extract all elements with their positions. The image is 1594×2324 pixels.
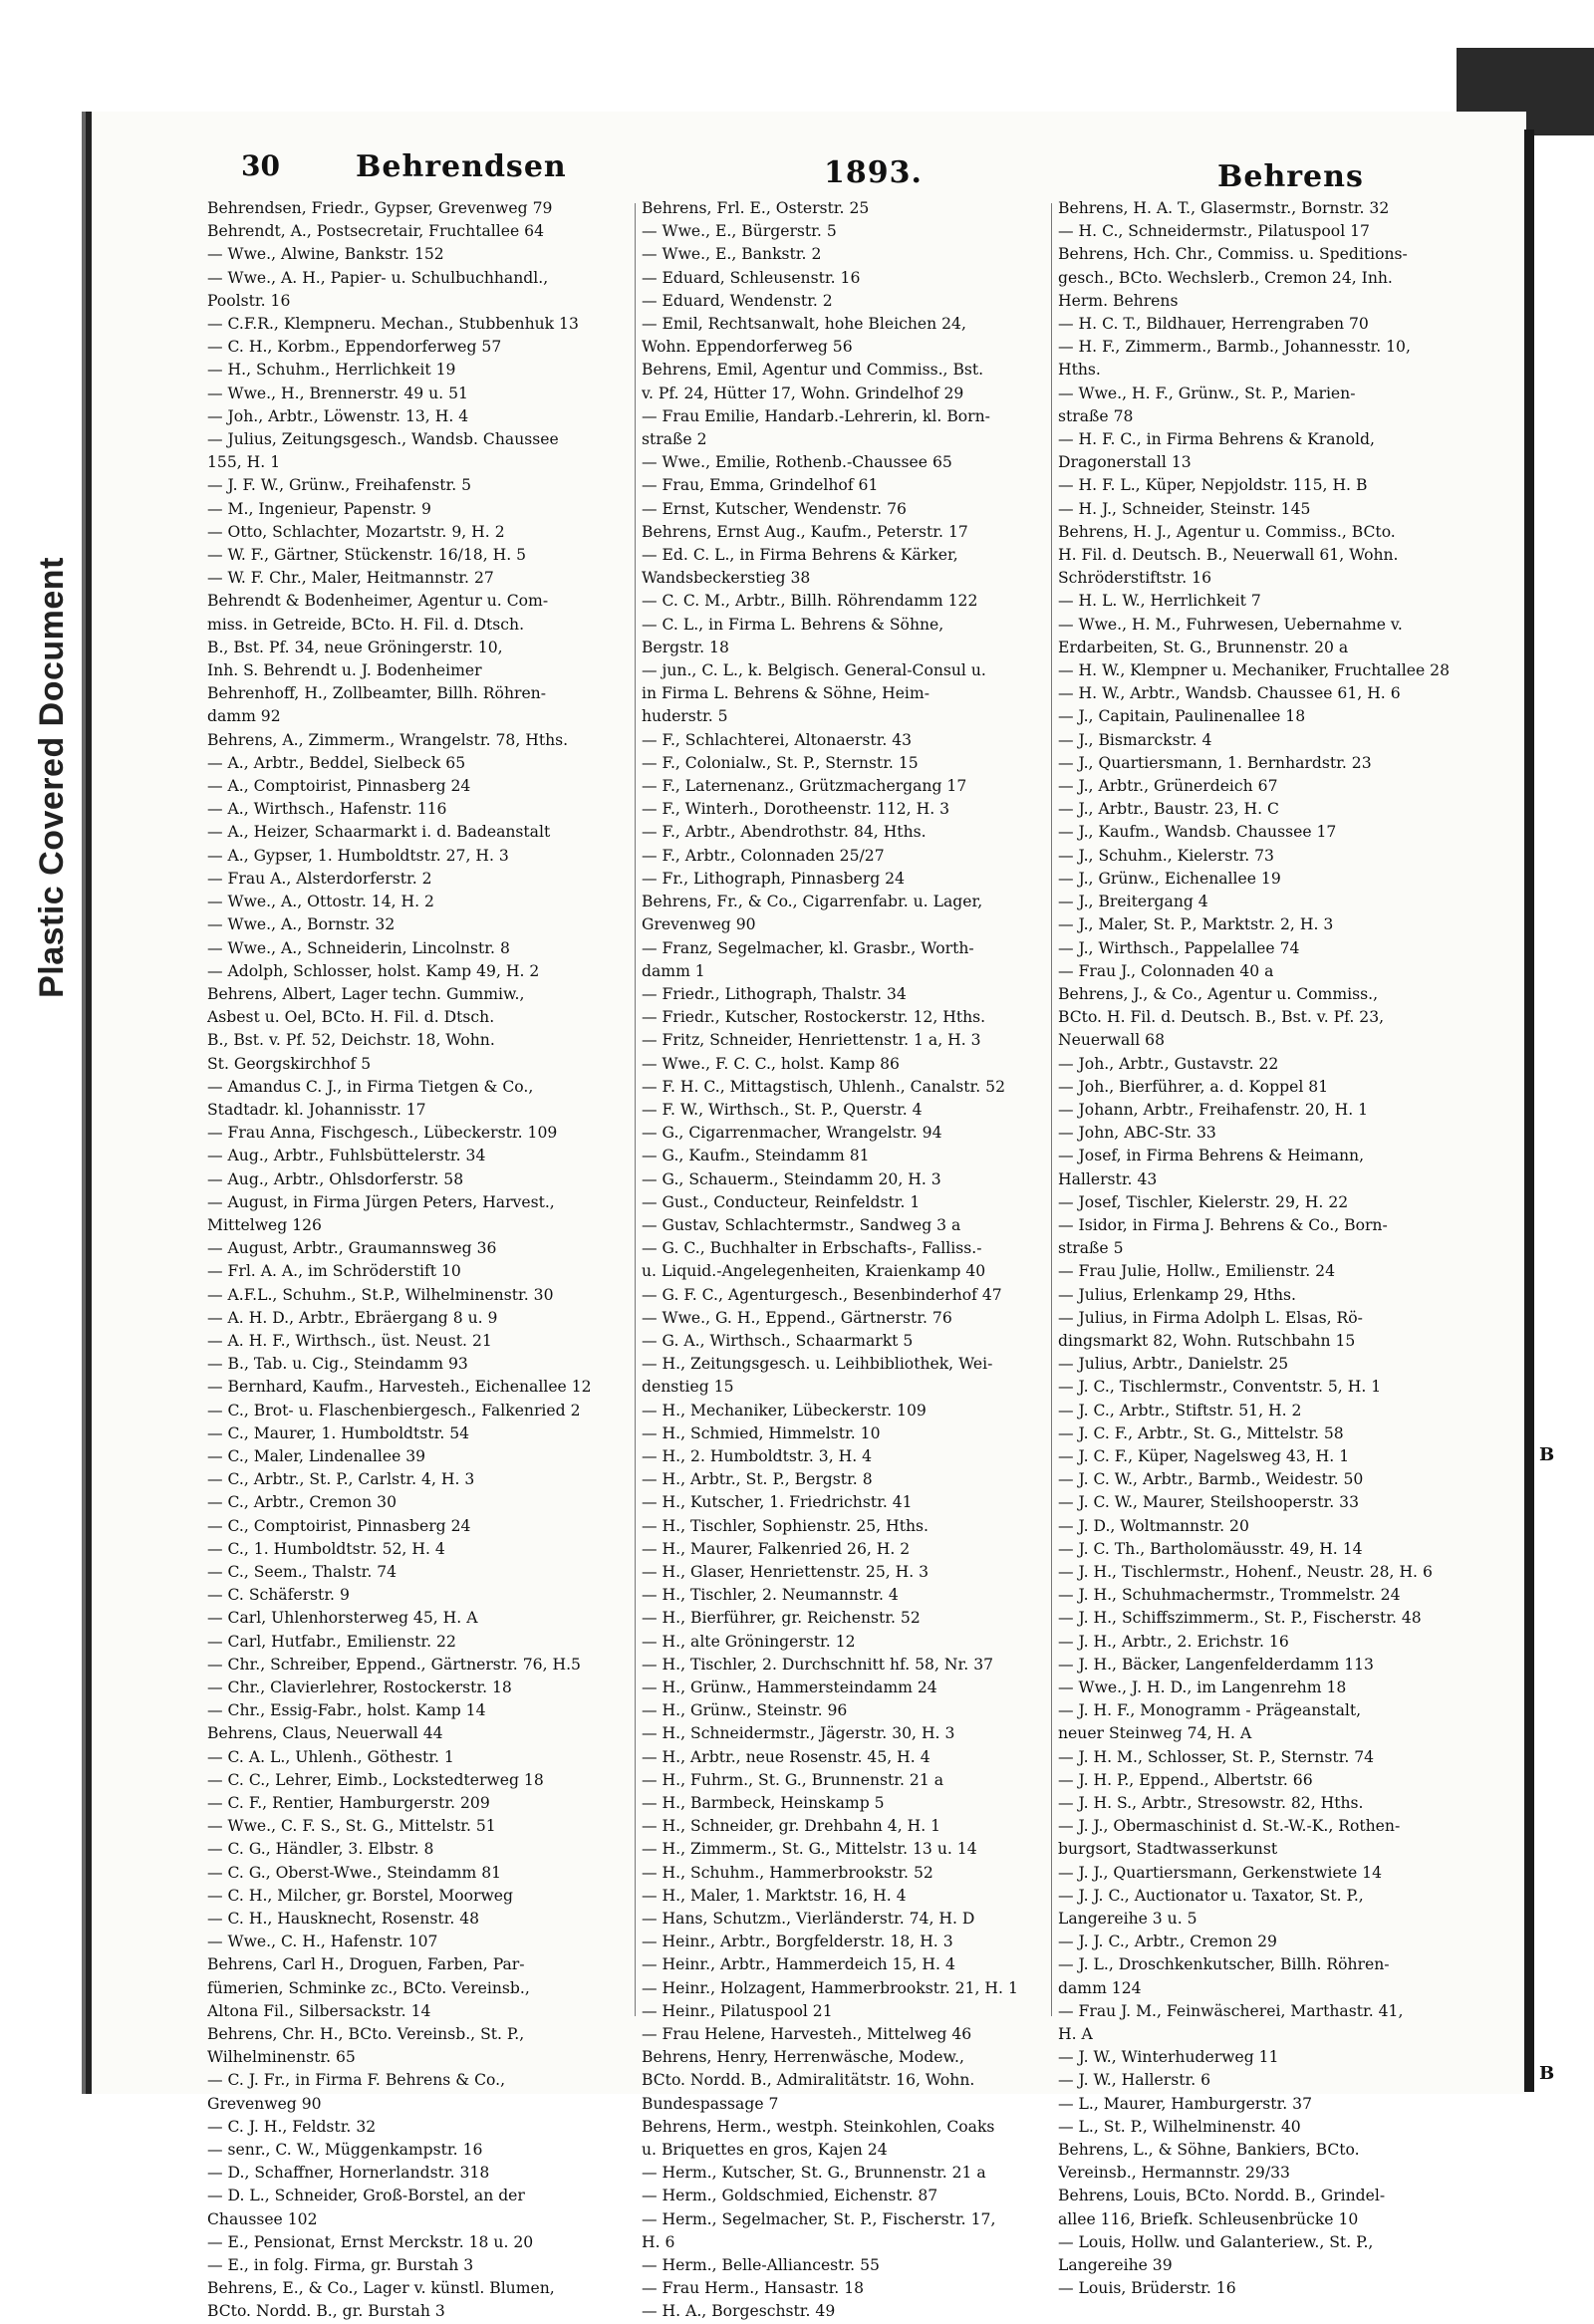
directory-entry: — Julius, Erlenkamp 29, Hths.	[1058, 1285, 1296, 1304]
directory-entry: — Wwe., H. M., Fuhrwesen, Uebernahme v.	[1058, 615, 1403, 634]
directory-entry: BCto. H. Fil. d. Deutsch. B., Bst. v. Pf. 23,	[1058, 1008, 1385, 1027]
directory-entry: — C. F., Rentier, Hamburgerstr. 209	[207, 1794, 490, 1813]
directory-entry: — Fritz, Schneider, Henriettenstr. 1 a, H. 3	[642, 1031, 981, 1050]
directory-entry: — H., 2. Humboldtstr. 3, H. 4	[642, 1446, 873, 1465]
directory-entry: — H. F. L., Küper, Nepjoldstr. 115, H. B	[1058, 476, 1368, 495]
directory-entry: burgsort, Stadtwasserkunst	[1058, 1840, 1278, 1859]
page-header	[92, 149, 1526, 193]
directory-entry: — Joh., Bierführer, a. d. Koppel 81	[1058, 1077, 1329, 1096]
directory-entry: — W. F., Gärtner, Stückenstr. 16/18, H. 5	[207, 546, 527, 565]
directory-entry: — H., Kutscher, 1. Friedrichstr. 41	[642, 1493, 913, 1512]
directory-entry: — H. F. C., in Firma Behrens & Kranold,	[1058, 430, 1375, 449]
directory-entry: — J. H. M., Schlosser, St. P., Sternstr. 74	[1058, 1747, 1375, 1766]
directory-entry: — J., Arbtr., Grünerdeich 67	[1058, 777, 1278, 796]
directory-entry: — Ed. C. L., in Firma Behrens & Kärker,	[642, 546, 958, 565]
directory-entry: Behrens, Carl H., Droguen, Farben, Par-	[207, 1955, 525, 1974]
directory-entry: — F., Laternenanz., Grützmachergang 17	[642, 777, 967, 796]
directory-entry: Wilhelminenstr. 65	[207, 2048, 356, 2067]
directory-entry: — Josef, in Firma Behrens & Heimann,	[1058, 1147, 1365, 1165]
directory-entry: — J., Grünw., Eichenallee 19	[1058, 869, 1281, 888]
directory-entry: — Wwe., H., Brennerstr. 49 u. 51	[207, 384, 468, 402]
directory-entry: Behrens, Emil, Agentur und Commiss., Bst.	[642, 361, 984, 380]
directory-entry: Poolstr. 16	[207, 291, 291, 310]
directory-entry: — A., Arbtr., Beddel, Sielbeck 65	[207, 753, 466, 772]
directory-entry: — Wwe., F. C. C., holst. Kamp 86	[642, 1054, 900, 1073]
directory-entry: Behrendsen, Friedr., Gypser, Grevenweg 79	[207, 199, 553, 217]
directory-entry: — E., in folg. Firma, gr. Burstah 3	[207, 2256, 474, 2275]
directory-entry: — H., Arbtr., neue Rosenstr. 45, H. 4	[642, 1747, 930, 1766]
directory-entry: — J. C., Arbtr., Stiftstr. 51, H. 2	[1058, 1401, 1302, 1420]
directory-entry: — J. J. C., Arbtr., Cremon 29	[1058, 1933, 1277, 1951]
directory-entry: — Chr., Schreiber, Eppend., Gärtnerstr. 76, H.5	[207, 1655, 581, 1674]
directory-entry: — J. W., Hallerstr. 6	[1058, 2071, 1211, 2090]
directory-entry: — H., Grünw., Hammersteindamm 24	[642, 1678, 937, 1696]
directory-entry: Chaussee 102	[207, 2209, 318, 2228]
directory-entry: — Gust., Conducteur, Reinfeldstr. 1	[642, 1192, 921, 1211]
directory-entry: Grevenweg 90	[642, 915, 756, 934]
directory-entry: — H. F., Zimmerm., Barmb., Johannesstr. 10,	[1058, 338, 1411, 357]
directory-entry: — Wwe., A., Ottostr. 14, H. 2	[207, 893, 434, 911]
directory-entry: — C. C. M., Arbtr., Billh. Röhrendamm 122	[642, 592, 978, 611]
directory-entry: — J. F. W., Grünw., Freihafenstr. 5	[207, 476, 472, 495]
directory-entry: damm 124	[1058, 1978, 1142, 1997]
directory-entry: — J., Maler, St. P., Marktstr. 2, H. 3	[1058, 915, 1334, 934]
directory-entry: — H., Tischler, Sophienstr. 25, Hths.	[642, 1516, 929, 1535]
fragment-letter: B	[1539, 2063, 1555, 2084]
directory-entry: — H., Schmied, Himmelstr. 10	[642, 1423, 881, 1442]
directory-entry: — Frau Emilie, Handarb.-Lehrerin, kl. Born-	[642, 406, 990, 425]
directory-entry: Behrens, Chr. H., BCto. Vereinsb., St. P.,	[207, 2025, 525, 2044]
directory-entry: — Frau A., Alsterdorferstr. 2	[207, 869, 432, 888]
directory-entry: Inh. S. Behrendt u. J. Bodenheimer	[207, 661, 482, 680]
directory-entry: — Eduard, Schleusenstr. 16	[642, 268, 861, 287]
directory-entry: Hallerstr. 43	[1058, 1169, 1158, 1188]
directory-entry: — H., Fuhrm., St. G., Brunnenstr. 21 a	[642, 1770, 944, 1789]
directory-entry: Behrens, Albert, Lager techn. Gummiw.,	[207, 984, 525, 1003]
directory-entry: — C., Maler, Lindenallee 39	[207, 1446, 426, 1465]
directory-entry: — Adolph, Schlosser, holst. Kamp 49, H. 2	[207, 961, 540, 980]
directory-entry: — C. J. H., Feldstr. 32	[207, 2117, 377, 2136]
side-label	[28, 0, 76, 1554]
directory-entry: — Frau J. M., Feinwäscherei, Marthastr. 41,	[1058, 2001, 1404, 2020]
directory-entry: — J., Wirthsch., Pappelallee 74	[1058, 938, 1300, 957]
directory-entry: — G. F. C., Agenturgesch., Besenbinderhof 47	[642, 1285, 1002, 1304]
directory-entry: 155, H. 1	[207, 453, 281, 472]
directory-entry: — Isidor, in Firma J. Behrens & Co., Born-	[1058, 1215, 1388, 1234]
directory-entry: — E., Pensionat, Ernst Merckstr. 18 u. 20	[207, 2232, 534, 2251]
directory-entry: Grevenweg 90	[207, 2094, 322, 2113]
directory-entry: — J., Quartiersmann, 1. Bernhardstr. 23	[1058, 753, 1372, 772]
directory-entry: — L., St. P., Wilhelminenstr. 40	[1058, 2117, 1301, 2136]
directory-entry: — Amandus C. J., in Firma Tietgen & Co.,	[207, 1077, 534, 1096]
fragment-letter: B	[1539, 1444, 1555, 1465]
directory-entry: — Franz, Segelmacher, kl. Grasbr., Worth-	[642, 938, 974, 957]
directory-entry: — G., Schauerm., Steindamm 20, H. 3	[642, 1169, 941, 1188]
directory-entry: — C., Arbtr., St. P., Carlstr. 4, H. 3	[207, 1470, 475, 1489]
directory-entry: Erdarbeiten, St. G., Brunnenstr. 20 a	[1058, 638, 1349, 656]
directory-entry: — J. C. Th., Bartholomäusstr. 49, H. 14	[1058, 1539, 1363, 1558]
directory-entry: — H., Tischler, 2. Durchschnitt hf. 58, Nr. 37	[642, 1655, 994, 1674]
directory-entry: Behrens, Hch. Chr., Commiss. u. Speditions-	[1058, 245, 1408, 264]
directory-entry: Behrens, L., & Söhne, Bankiers, BCto.	[1058, 2141, 1360, 2160]
directory-entry: — Wwe., Alwine, Bankstr. 152	[207, 245, 444, 264]
directory-entry: — Heinr., Arbtr., Hammerdeich 15, H. 4	[642, 1955, 955, 1974]
directory-entry: — Louis, Brüderstr. 16	[1058, 2279, 1236, 2298]
directory-entry: — F., Arbtr., Colonnaden 25/27	[642, 846, 885, 865]
directory-entry: — C.F.R., Klempneru. Mechan., Stubbenhuk 13	[207, 315, 579, 334]
directory-entry: — G., Kaufm., Steindamm 81	[642, 1147, 870, 1165]
directory-entry: — Wwe., H. F., Grünw., St. P., Marien-	[1058, 384, 1356, 402]
directory-entry: — Louis, Hollw. und Galanteriew., St. P.,	[1058, 2232, 1374, 2251]
directory-entry: Neuerwall 68	[1058, 1031, 1166, 1050]
directory-entry: BCto. Nordd. B., gr. Burstah 3	[207, 2302, 445, 2321]
directory-entry: — Fr., Lithograph, Pinnasberg 24	[642, 869, 906, 888]
directory-entry: — H., Schneidermstr., Jägerstr. 30, H. 3	[642, 1724, 955, 1743]
directory-entry: — C., Comptoirist, Pinnasberg 24	[207, 1516, 471, 1535]
directory-entry: — Herm., Segelmacher, St. P., Fischerstr. 17,	[642, 2209, 996, 2228]
directory-entry: — Emil, Rechtsanwalt, hohe Bleichen 24,	[642, 315, 966, 334]
directory-entry: — Chr., Essig-Fabr., holst. Kamp 14	[207, 1701, 486, 1720]
directory-entry: Behrens, H. J., Agentur u. Commiss., BCto.	[1058, 522, 1396, 541]
directory-entry: — Chr., Clavierlehrer, Rostockerstr. 18	[207, 1678, 512, 1696]
directory-entry: — Herm., Kutscher, St. G., Brunnenstr. 21 a	[642, 2164, 986, 2183]
directory-entry: — Aug., Arbtr., Ohlsdorferstr. 58	[207, 1169, 464, 1188]
directory-entry: — H., Glaser, Henriettenstr. 25, H. 3	[642, 1562, 930, 1581]
directory-entry: — J. H., Arbtr., 2. Erichstr. 16	[1058, 1632, 1289, 1651]
directory-entry: — C., Brot- u. Flaschenbiergesch., Falkenried 2	[207, 1401, 581, 1420]
directory-entry: — Carl, Hutfabr., Emilienstr. 22	[207, 1632, 456, 1651]
directory-entry: Behrens, Fr., & Co., Cigarrenfabr. u. Lager,	[642, 893, 983, 911]
directory-entry: — senr., C. W., Müggenkampstr. 16	[207, 2141, 483, 2160]
directory-entry: — A. H. D., Arbtr., Ebräergang 8 u. 9	[207, 1308, 498, 1327]
directory-entry: — C. A. L., Uhlenh., Göthestr. 1	[207, 1747, 454, 1766]
directory-entry: — F., Schlachterei, Altonaerstr. 43	[642, 730, 913, 749]
directory-entry: — C. Schäferstr. 9	[207, 1586, 350, 1605]
directory-entry: — Herm., Belle-Alliancestr. 55	[642, 2256, 880, 2275]
directory-entry: — C. L., in Firma L. Behrens & Söhne,	[642, 615, 944, 634]
directory-entry: — Julius, in Firma Adolph L. Elsas, Rö-	[1058, 1308, 1363, 1327]
directory-entry: — G. A., Wirthsch., Schaarmarkt 5	[642, 1331, 914, 1350]
directory-entry: — C., Maurer, 1. Humboldtstr. 54	[207, 1423, 470, 1442]
directory-entry: gesch., BCto. Wechslerb., Cremon 24, Inh.	[1058, 268, 1393, 287]
directory-entry: — J. C. F., Küper, Nagelsweg 43, H. 1	[1058, 1446, 1350, 1465]
directory-entry: — H., Arbtr., St. P., Bergstr. 8	[642, 1470, 873, 1489]
directory-entry: neuer Steinweg 74, H. A	[1058, 1724, 1252, 1743]
directory-entry: — A. H. F., Wirthsch., üst. Neust. 21	[207, 1331, 492, 1350]
directory-entry: — Frau J., Colonnaden 40 a	[1058, 961, 1274, 980]
directory-entry: — Wwe., C. H., Hafenstr. 107	[207, 1933, 438, 1951]
directory-entry: Mittelweg 126	[207, 1215, 322, 1234]
directory-entry: — Eduard, Wendenstr. 2	[642, 291, 833, 310]
directory-entry: — Otto, Schlachter, Mozartstr. 9, H. 2	[207, 522, 505, 541]
directory-entry: — H., Bierführer, gr. Reichenstr. 52	[642, 1609, 921, 1628]
document-page	[92, 112, 1526, 2321]
directory-entry: Behrens, E., & Co., Lager v. künstl. Blumen,	[207, 2279, 555, 2298]
directory-entry: — Herm., Goldschmied, Eichenstr. 87	[642, 2187, 938, 2205]
directory-entry: — H., Zeitungsgesch. u. Leihbibliothek, Wei-	[642, 1355, 993, 1374]
directory-entry: u. Briquettes en gros, Kajen 24	[642, 2141, 888, 2160]
directory-entry: — H., alte Gröningerstr. 12	[642, 1632, 856, 1651]
directory-entry: — A., Comptoirist, Pinnasberg 24	[207, 777, 471, 796]
directory-entry: — Carl, Uhlenhorsterweg 45, H. A	[207, 1609, 478, 1628]
directory-entry: — J. H., Schuhmachermstr., Trommelstr. 24	[1058, 1586, 1401, 1605]
directory-entry: — D., Schaffner, Hornerlandstr. 318	[207, 2164, 490, 2183]
directory-entry: — Joh., Arbtr., Gustavstr. 22	[1058, 1054, 1279, 1073]
page-number: 30	[241, 149, 280, 182]
directory-entry: — J., Kaufm., Wandsb. Chaussee 17	[1058, 823, 1337, 842]
directory-entry: — J. J., Obermaschinist d. St.-W.-K., Rothen-	[1058, 1817, 1401, 1836]
directory-entry: — F., Winterh., Dorotheenstr. 112, H. 3	[642, 800, 950, 819]
directory-entry: Behrens, Louis, BCto. Nordd. B., Grindel-	[1058, 2187, 1386, 2205]
directory-entry: — J., Schuhm., Kielerstr. 73	[1058, 846, 1274, 865]
directory-entry: — H., Maler, 1. Marktstr. 16, H. 4	[642, 1886, 907, 1905]
directory-entry: — J. H. P., Eppend., Albertstr. 66	[1058, 1770, 1313, 1789]
directory-entry: B., Bst. v. Pf. 52, Deichstr. 18, Wohn.	[207, 1031, 495, 1050]
directory-entry: Vereinsb., Hermannstr. 29/33	[1058, 2164, 1290, 2183]
directory-entry: — H. L. W., Herrlichkeit 7	[1058, 592, 1261, 611]
directory-entry: — Aug., Arbtr., Fuhlsbüttelerstr. 34	[207, 1147, 486, 1165]
directory-entry: — H. C. T., Bildhauer, Herrengraben 70	[1058, 315, 1369, 334]
directory-column-3	[1058, 197, 1522, 2300]
directory-entry: — H. A., Borgeschstr. 49	[642, 2302, 836, 2321]
side-label-text: Plastic Covered Document	[32, 556, 71, 998]
directory-entry: — G., Cigarrenmacher, Wrangelstr. 94	[642, 1124, 942, 1143]
directory-entry: — jun., C. L., k. Belgisch. General-Consul u.	[642, 661, 986, 680]
directory-entry: — Johann, Arbtr., Freihafenstr. 20, H. 1	[1058, 1100, 1369, 1119]
directory-entry: Stadtadr. kl. Johannisstr. 17	[207, 1100, 426, 1119]
directory-entry: Herm. Behrens	[1058, 291, 1179, 310]
directory-entry: — B., Tab. u. Cig., Steindamm 93	[207, 1355, 468, 1374]
directory-entry: — H., Schneider, gr. Drehbahn 4, H. 1	[642, 1817, 941, 1836]
directory-entry: Behrens, Frl. E., Osterstr. 25	[642, 199, 870, 217]
directory-entry: miss. in Getreide, BCto. H. Fil. d. Dtsch.	[207, 615, 525, 634]
directory-entry: Bundespassage 7	[642, 2094, 779, 2113]
directory-entry: — J. C. W., Arbtr., Barmb., Weidestr. 50	[1058, 1470, 1364, 1489]
directory-entry: — H. C., Schneidermstr., Pilatuspool 17	[1058, 222, 1370, 241]
directory-entry: — A., Gypser, 1. Humboldtstr. 27, H. 3	[207, 846, 509, 865]
directory-entry: Behrens, H. A. T., Glasermstr., Bornstr. 32	[1058, 199, 1390, 217]
directory-entry: Behrens, J., & Co., Agentur u. Commiss.,	[1058, 984, 1379, 1003]
directory-entry: dingsmarkt 82, Wohn. Rutschbahn 15	[1058, 1331, 1356, 1350]
directory-entry: — Wwe., J. H. D., im Langenrehm 18	[1058, 1678, 1347, 1696]
directory-entry: Behrenhoff, H., Zollbeamter, Billh. Röhren-	[207, 684, 546, 703]
directory-entry: — August, in Firma Jürgen Peters, Harvest.,	[207, 1192, 555, 1211]
directory-entry: in Firma L. Behrens & Söhne, Heim-	[642, 684, 930, 703]
directory-entry: Behrens, Herm., westph. Steinkohlen, Coaks	[642, 2117, 995, 2136]
directory-entry: Behrens, Claus, Neuerwall 44	[207, 1724, 443, 1743]
directory-entry: — Frau, Emma, Grindelhof 61	[642, 476, 879, 495]
directory-entry: — A.F.L., Schuhm., St.P., Wilhelminenstr. 30	[207, 1285, 554, 1304]
directory-entry: — C. G., Oberst-Wwe., Steindamm 81	[207, 1863, 502, 1882]
directory-entry: — C., Seem., Thalstr. 74	[207, 1562, 398, 1581]
directory-entry: — W. F. Chr., Maler, Heitmannstr. 27	[207, 569, 494, 588]
directory-entry: — C., Arbtr., Cremon 30	[207, 1493, 398, 1512]
directory-entry: — Bernhard, Kaufm., Harvesteh., Eichenallee 12	[207, 1378, 592, 1397]
directory-entry: — J. W., Winterhuderweg 11	[1058, 2048, 1279, 2067]
directory-entry: — Josef, Tischler, Kielerstr. 29, H. 22	[1058, 1192, 1349, 1211]
directory-entry: — J., Breitergang 4	[1058, 893, 1208, 911]
directory-entry: Wohn. Eppendorferweg 56	[642, 338, 853, 357]
directory-entry: — J., Bismarckstr. 4	[1058, 730, 1212, 749]
directory-entry: — Heinr., Holzagent, Hammerbrookstr. 21, H. 1	[642, 1978, 1018, 1997]
directory-entry: — Wwe., E., Bankstr. 2	[642, 245, 822, 264]
directory-entry: Behrens, A., Zimmerm., Wrangelstr. 78, Hths.	[207, 730, 569, 749]
directory-entry: Langereihe 3 u. 5	[1058, 1910, 1197, 1929]
year-heading: 1893.	[824, 155, 923, 190]
directory-entry: — G. C., Buchhalter in Erbschafts-, Falliss.-	[642, 1239, 982, 1258]
directory-entry: — H., Barmbeck, Heinskamp 5	[642, 1794, 885, 1813]
next-page-fragment	[1539, 1444, 1569, 2084]
directory-entry: — A., Heizer, Schaarmarkt i. d. Badeanstalt	[207, 823, 551, 842]
directory-entry: — Gustav, Schlachtermstr., Sandweg 3 a	[642, 1215, 961, 1234]
directory-entry: — D. L., Schneider, Groß-Borstel, an der	[207, 2187, 525, 2205]
directory-entry: — J. H. S., Arbtr., Stresowstr. 82, Hths.	[1058, 1794, 1364, 1813]
directory-entry: — Wwe., A., Bornstr. 32	[207, 915, 396, 934]
directory-entry: — Hans, Schutzm., Vierländerstr. 74, H. D	[642, 1910, 975, 1929]
directory-entry: — H., Mechaniker, Lübeckerstr. 109	[642, 1401, 927, 1420]
directory-entry: — H., Schuhm., Herrlichkeit 19	[207, 361, 456, 380]
directory-entry: — H., Zimmerm., St. G., Mittelstr. 13 u. 14	[642, 1840, 977, 1859]
directory-entry: v. Pf. 24, Hütter 17, Wohn. Grindelhof 29	[642, 384, 964, 402]
directory-entry: — C. G., Händler, 3. Elbstr. 8	[207, 1840, 434, 1859]
directory-entry: — Julius, Zeitungsgesch., Wandsb. Chaussee	[207, 430, 559, 449]
directory-entry: straße 78	[1058, 406, 1134, 425]
directory-entry: — C., 1. Humboldtstr. 52, H. 4	[207, 1539, 445, 1558]
left-running-head: Behrendsen	[356, 149, 567, 184]
directory-entry: — Frau Anna, Fischgesch., Lübeckerstr. 109	[207, 1124, 558, 1143]
directory-entry: denstieg 15	[642, 1378, 734, 1397]
directory-entry: — J. C. W., Maurer, Steilshooperstr. 33	[1058, 1493, 1360, 1512]
directory-entry: Asbest u. Oel, BCto. H. Fil. d. Dtsch.	[207, 1008, 495, 1027]
directory-entry: — F., Arbtr., Abendrothstr. 84, Hths.	[642, 823, 927, 842]
directory-entry: — Heinr., Arbtr., Borgfelderstr. 18, H. 3	[642, 1933, 953, 1951]
directory-entry: — F. W., Wirthsch., St. P., Querstr. 4	[642, 1100, 923, 1119]
directory-entry: Wandsbeckerstieg 38	[642, 569, 811, 588]
directory-entry: — Wwe., E., Bürgerstr. 5	[642, 222, 837, 241]
next-page-edge	[1524, 129, 1534, 2092]
directory-entry: — A., Wirthsch., Hafenstr. 116	[207, 800, 447, 819]
directory-entry: — Julius, Arbtr., Danielstr. 25	[1058, 1355, 1289, 1374]
directory-entry: — Frau Julie, Hollw., Emilienstr. 24	[1058, 1262, 1336, 1281]
directory-entry: — Friedr., Kutscher, Rostockerstr. 12, Hths.	[642, 1008, 986, 1027]
directory-entry: — John, ABC-Str. 33	[1058, 1124, 1216, 1143]
directory-entry: H. A	[1058, 2025, 1093, 2044]
directory-entry: — H. W., Arbtr., Wandsb. Chaussee 61, H. 6	[1058, 684, 1401, 703]
directory-entry: — C. C., Lehrer, Eimb., Lockstedterweg 18	[207, 1770, 544, 1789]
directory-entry: — J. D., Woltmannstr. 20	[1058, 1516, 1249, 1535]
directory-entry: — August, Arbtr., Graumannsweg 36	[207, 1239, 497, 1258]
directory-entry: — J. H., Tischlermstr., Hohenf., Neustr. 28, H. 6	[1058, 1562, 1433, 1581]
directory-entry: — Frau Herm., Hansastr. 18	[642, 2279, 865, 2298]
directory-entry: — J. J. C., Auctionator u. Taxator, St. P.,	[1058, 1886, 1364, 1905]
directory-entry: — Wwe., Emilie, Rothenb.-Chaussee 65	[642, 453, 952, 472]
directory-entry: St. Georgskirchhof 5	[207, 1054, 372, 1073]
directory-entry: fümerien, Schminke zc., BCto. Vereinsb.,	[207, 1978, 530, 1997]
directory-entry: H. Fil. d. Deutsch. B., Neuerwall 61, Wohn.	[1058, 546, 1399, 565]
directory-entry: — L., Maurer, Hamburgerstr. 37	[1058, 2094, 1313, 2113]
directory-entry: Dragonerstall 13	[1058, 453, 1192, 472]
directory-entry: Hths.	[1058, 361, 1101, 380]
directory-entry: BCto. Nordd. B., Admiralitätstr. 16, Wohn.	[642, 2071, 975, 2090]
directory-entry: — H., Schuhm., Hammerbrookstr. 52	[642, 1863, 933, 1882]
directory-entry: allee 116, Briefk. Schleusenbrücke 10	[1058, 2209, 1359, 2228]
directory-entry: Behrendt, A., Postsecretair, Fruchtallee 64	[207, 222, 545, 241]
directory-entry: Altona Fil., Silbersackstr. 14	[207, 2001, 431, 2020]
directory-entry: — Wwe., A. H., Papier- u. Schulbuchhandl.,	[207, 268, 549, 287]
directory-entry: straße 2	[642, 430, 707, 449]
directory-entry: — Ernst, Kutscher, Wendenstr. 76	[642, 499, 907, 518]
directory-entry: Behrendt & Bodenheimer, Agentur u. Com-	[207, 592, 549, 611]
directory-entry: — J. H., Schiffszimmerm., St. P., Fischerstr. 48	[1058, 1609, 1422, 1628]
directory-entry: — Joh., Arbtr., Löwenstr. 13, H. 4	[207, 406, 469, 425]
directory-entry: Bergstr. 18	[642, 638, 729, 656]
directory-entry: — C. H., Milcher, gr. Borstel, Moorweg	[207, 1886, 514, 1905]
directory-entry: — F. H. C., Mittagstisch, Uhlenh., Canalstr. 52	[642, 1077, 1006, 1096]
directory-entry: damm 92	[207, 707, 281, 726]
directory-entry: B., Bst. Pf. 34, neue Gröningerstr. 10,	[207, 638, 503, 656]
directory-entry: Schröderstiftstr. 16	[1058, 569, 1212, 588]
directory-entry: — C. H., Korbm., Eppendorferweg 57	[207, 338, 502, 357]
directory-entry: — J. L., Droschkenkutscher, Billh. Röhren-	[1058, 1955, 1390, 1974]
directory-entry: — Heinr., Pilatuspool 21	[642, 2001, 833, 2020]
directory-entry: — C. H., Hausknecht, Rosenstr. 48	[207, 1910, 480, 1929]
directory-entry: — C. J. Fr., in Firma F. Behrens & Co.,	[207, 2071, 506, 2090]
directory-entry: — J. C. F., Arbtr., St. G., Mittelstr. 58	[1058, 1423, 1344, 1442]
directory-entry: Behrens, Henry, Herrenwäsche, Modew.,	[642, 2048, 964, 2067]
directory-entry: huderstr. 5	[642, 707, 728, 726]
directory-entry: — H. W., Klempner u. Mechaniker, Fruchtallee 28	[1058, 661, 1451, 680]
directory-entry: — H., Grünw., Steinstr. 96	[642, 1701, 848, 1720]
directory-entry: — J. J., Quartiersmann, Gerkenstwiete 14	[1058, 1863, 1383, 1882]
directory-entry: — Frl. A. A., im Schröderstift 10	[207, 1262, 461, 1281]
directory-entry: — J., Capitain, Paulinenallee 18	[1058, 707, 1306, 726]
directory-entry: — J. H., Bäcker, Langenfelderdamm 113	[1058, 1655, 1374, 1674]
directory-entry: — J., Arbtr., Baustr. 23, H. C	[1058, 800, 1279, 819]
directory-entry: — Wwe., G. H., Eppend., Gärtnerstr. 76	[642, 1308, 952, 1327]
directory-entry: — J. C., Tischlermstr., Conventstr. 5, H. 1	[1058, 1378, 1382, 1397]
directory-entry: Langereihe 39	[1058, 2256, 1173, 2275]
directory-entry: — Wwe., C. F. S., St. G., Mittelstr. 51	[207, 1817, 496, 1836]
right-running-head: Behrens	[1217, 159, 1364, 194]
directory-entry: — H., Tischler, 2. Neumannstr. 4	[642, 1586, 899, 1605]
directory-entry: — Friedr., Lithograph, Thalstr. 34	[642, 984, 907, 1003]
directory-entry: — M., Ingenieur, Papenstr. 9	[207, 499, 431, 518]
directory-entry: Behrens, Ernst Aug., Kaufm., Peterstr. 17	[642, 522, 968, 541]
directory-entry: H. 6	[642, 2232, 675, 2251]
directory-entry: straße 5	[1058, 1239, 1124, 1258]
directory-entry: — J. H. F., Monogramm - Prägeanstalt,	[1058, 1701, 1362, 1720]
directory-entry: damm 1	[642, 961, 705, 980]
directory-entry: — H., Maurer, Falkenried 26, H. 2	[642, 1539, 911, 1558]
directory-entry: — H. J., Schneider, Steinstr. 145	[1058, 499, 1311, 518]
directory-entry: u. Liquid.-Angelegenheiten, Kraienkamp 40	[642, 1262, 986, 1281]
directory-entry: — F., Colonialw., St. P., Sternstr. 15	[642, 753, 919, 772]
directory-entry: — Wwe., A., Schneiderin, Lincolnstr. 8	[207, 938, 510, 957]
directory-entry: — Frau Helene, Harvesteh., Mittelweg 46	[642, 2025, 972, 2044]
